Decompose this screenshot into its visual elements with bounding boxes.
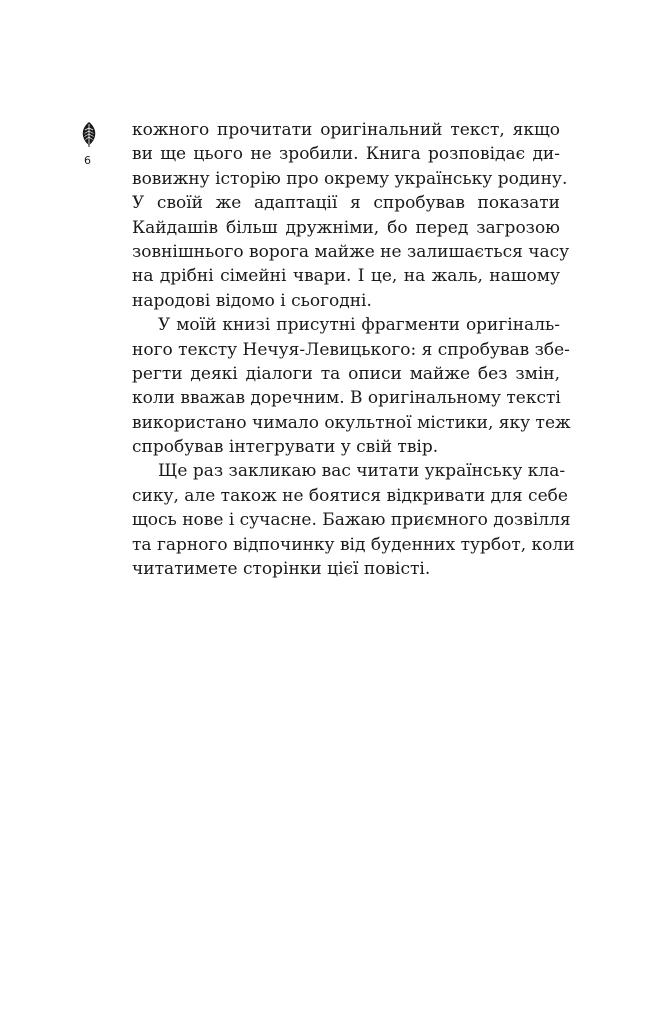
text-line: вовижну історію про окрему українську родину. bbox=[132, 168, 568, 189]
text-line: сику, але також не боятися відкривати для себе bbox=[132, 485, 568, 506]
paragraph-3 bbox=[132, 459, 575, 581]
paragraph-2 bbox=[132, 313, 571, 459]
body-text bbox=[132, 118, 575, 581]
text-line: У моїй книзі присутні фрагменти оригіналь- bbox=[158, 315, 560, 336]
text-line: використано чимало окультної містики, яку теж bbox=[132, 412, 571, 433]
text-line: та гарного відпочинку від буденних турбот, коли bbox=[132, 534, 575, 555]
paragraph-1 bbox=[132, 118, 570, 313]
text-line: коли вважав доречним. В оригінальному тексті bbox=[132, 388, 561, 409]
text-line: читатимете сторінки цієї повісті. bbox=[132, 559, 431, 580]
text-line: Ще раз закликаю вас читати українську кла- bbox=[158, 461, 566, 482]
text-line: щось нове і сучасне. Бажаю приємного дозвілля bbox=[132, 510, 571, 531]
text-line: ви ще цього не зробили. Книга розповідає ди- bbox=[132, 144, 560, 165]
page-number: 6 bbox=[84, 154, 91, 167]
text-line: У своїй же адаптації я спробував показати bbox=[132, 193, 560, 214]
fern-leaf-icon bbox=[80, 121, 98, 147]
text-line: зовнішнього ворога майже не залишається часу bbox=[132, 241, 570, 262]
text-line: на дрібні сімейні чвари. І це, на жаль, нашому bbox=[132, 266, 560, 287]
text-line: кожного прочитати оригінальний текст, якщо bbox=[132, 120, 560, 140]
text-line: спробував інтегрувати у свій твір. bbox=[132, 437, 439, 458]
text-line: Кайдашів більш дружніми, бо перед загрозою bbox=[132, 217, 560, 238]
text-line: ного тексту Нечуя-Левицького: я спробував збе- bbox=[132, 339, 570, 360]
text-line: регти деякі діалоги та описи майже без змін, bbox=[132, 363, 560, 384]
text-line: народові відомо і сьогодні. bbox=[132, 290, 372, 311]
